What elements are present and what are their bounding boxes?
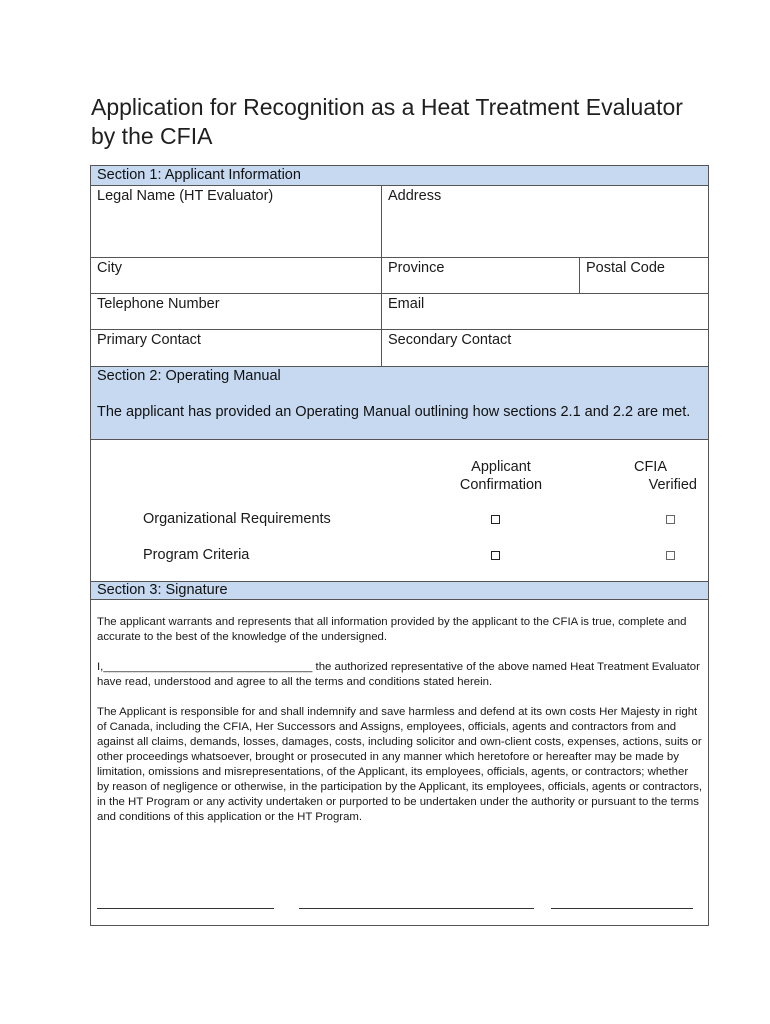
telephone-field[interactable]	[91, 294, 381, 329]
applicant-checkbox-program[interactable]	[491, 551, 500, 560]
section1-header	[91, 166, 708, 186]
row-name-address	[91, 186, 708, 258]
primary-contact-field[interactable]	[91, 330, 381, 366]
application-form	[90, 165, 709, 926]
secondary-contact-field[interactable]	[382, 330, 709, 366]
secondary-contact-label: Secondary Contact	[388, 332, 512, 348]
telephone-label: Telephone Number	[97, 296, 220, 312]
legal-name-field[interactable]	[91, 186, 381, 257]
section2-header-label: Section 2: Operating Manual	[97, 368, 281, 384]
primary-contact-label: Primary Contact	[97, 332, 201, 348]
address-field[interactable]	[382, 186, 709, 257]
postal-code-label: Postal Code	[586, 260, 665, 276]
row-phone-email	[91, 294, 708, 330]
page-title-line2: by the CFIA	[91, 123, 213, 149]
page-title	[91, 93, 731, 151]
representative-name-blank[interactable]: I,_________________________________	[97, 661, 316, 673]
section2-checklist	[91, 440, 708, 582]
section2-statement: The applicant has provided an Operating Manual outlining how sections 2.1 and 2.2 are met.	[97, 404, 691, 420]
province-label: Province	[388, 260, 445, 276]
signature-line[interactable]	[97, 908, 274, 909]
legal-name-label: Legal Name (HT Evaluator)	[97, 188, 274, 204]
applicant-heading-line2: Confirmation	[459, 477, 543, 493]
date-line[interactable]	[551, 908, 693, 909]
email-label: Email	[388, 296, 425, 312]
authorization-text: the authorized representative of the above named Heat Treatment Evaluator have read, understood and agree to all the terms and conditions stated herein.	[97, 661, 700, 688]
applicant-confirmation-heading	[446, 458, 556, 494]
applicant-heading-line1: Applicant	[471, 459, 531, 475]
email-field[interactable]	[382, 294, 709, 329]
page-title-line1: Application for Recognition as a Heat Treatment Evaluator	[91, 94, 683, 120]
warranty-paragraph: The applicant warrants and represents that all information provided by the applicant to the CFIA is true, complete and accurate to the best of the knowledge of the undersigned.	[97, 616, 687, 643]
section3-header	[91, 582, 708, 600]
city-label: City	[97, 260, 122, 276]
cfia-checkbox-organizational[interactable]	[666, 515, 675, 524]
row-contacts	[91, 330, 708, 367]
row-city-province-postal	[91, 258, 708, 294]
applicant-checkbox-organizational[interactable]	[491, 515, 500, 524]
cfia-checkbox-program[interactable]	[666, 551, 675, 560]
criterion-program-label: Program Criteria	[143, 547, 250, 563]
cfia-verified-heading	[611, 458, 697, 494]
cfia-heading-line2: Verified	[648, 477, 697, 493]
authorization-paragraph	[97, 660, 703, 690]
cfia-heading-line1: CFIA	[633, 459, 667, 475]
section1-header-label: Section 1: Applicant Information	[97, 167, 301, 183]
address-label: Address	[388, 188, 442, 204]
section3-header-label: Section 3: Signature	[97, 582, 228, 598]
city-field[interactable]	[91, 258, 381, 293]
indemnity-paragraph: The Applicant is responsible for and shall indemnify and save harmless and defend at its own costs Her Majesty in right of Canada, including the CFIA, Her Successors and Assigns, employees, officials, agents and contractors from and against all claims, demands, losses, damages, costs, including solicitor and own-client costs, expenses, actions, suits or other proceedings whatsoever, brought or prosecuted in any manner which heretofore or hereafter may be made by limitation, omissions and misrepresentations, of the Applicant, its employees, officials, agents, or contractors; whether by reason of negligence or otherwise, in the participation by the Applicant, its employees, officials, agents or contractors, in the HT Program or any activity undertaken or purported to be undertaken under the authority or pursuant to the terms and conditions of this application or the HT Program.	[97, 706, 703, 823]
printed-name-line[interactable]	[299, 908, 534, 909]
criterion-organizational-label: Organizational Requirements	[143, 511, 331, 527]
province-field[interactable]	[382, 258, 579, 293]
section2-header	[91, 367, 708, 440]
postal-code-field[interactable]	[580, 258, 709, 293]
